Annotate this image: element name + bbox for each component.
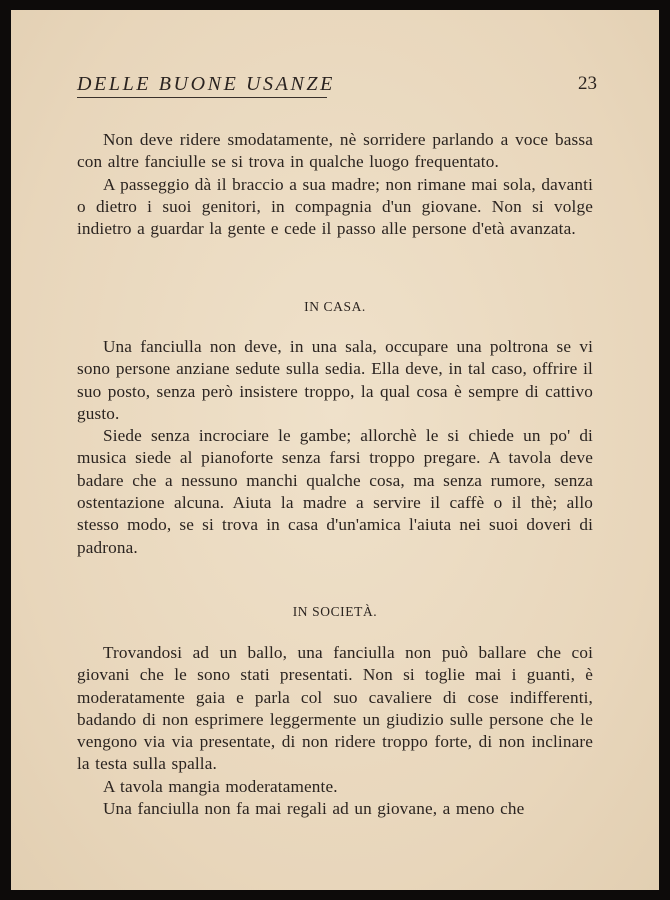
header-rule	[77, 97, 327, 98]
paragraph: Non deve ridere smodatamente, nè sorridere parlando a voce bassa con altre fanciulle se si trova in qualche luogo frequentato.	[77, 130, 593, 172]
paragraph: Una fanciulla non fa mai regali ad un giovane, a meno che	[103, 799, 525, 819]
section-heading-in-casa: IN CASA.	[304, 299, 366, 314]
book-page	[11, 10, 659, 890]
paragraph: Trovandosi ad un ballo, una fanciulla non può ballare che coi giovani che le sono stati presentati. Non si toglie mai i guanti, è moderatamente gaia e parla col suo cavaliere di cose indifferenti, badando di non esprimere leggermente un giudizio sulle persone che le vengono via via presentate, di non ridere troppo forte, di non inclinare la testa sulla spalla.	[77, 643, 593, 774]
in-societa-text-block	[77, 642, 593, 820]
section-heading-in-societa: IN SOCIETÀ.	[292, 604, 378, 619]
paragraph: Siede senza incrociare le gambe; allorchè le si chiede un po' di musica siede al pianoforte senza farsi troppo pregare. A tavola deve badare che a nessuno manchi qualche cosa, ma senza rumore, senza ostentazione alcuna. Aiuta la madre a servire il caffè o il thè; allo stesso modo, se si trova in casa d'un'amica l'aiuta nei suoi doveri di padrona.	[77, 426, 593, 557]
paragraph: A passeggio dà il braccio a sua madre; non rimane mai sola, davanti o dietro i suoi genitori, in compagnia d'un giovane. Non si volge indietro a guardar la gente e cede il passo alle persone d'età avanzata.	[77, 174, 593, 239]
in-casa-text-block	[77, 336, 593, 559]
paragraph: Una fanciulla non deve, in una sala, occupare una poltrona se vi sono persone anziane sedute sulla sedia. Ella deve, in tal caso, offrire il suo posto, senza però insistere troppo, la qual cosa è sempre di cattivo gusto.	[77, 337, 593, 423]
page-header	[77, 73, 597, 103]
running-title: DELLE BUONE USANZE	[77, 73, 335, 95]
opening-text-block	[77, 129, 593, 240]
page-number: 23	[578, 73, 597, 94]
paragraph: A tavola mangia moderatamente.	[103, 776, 338, 796]
